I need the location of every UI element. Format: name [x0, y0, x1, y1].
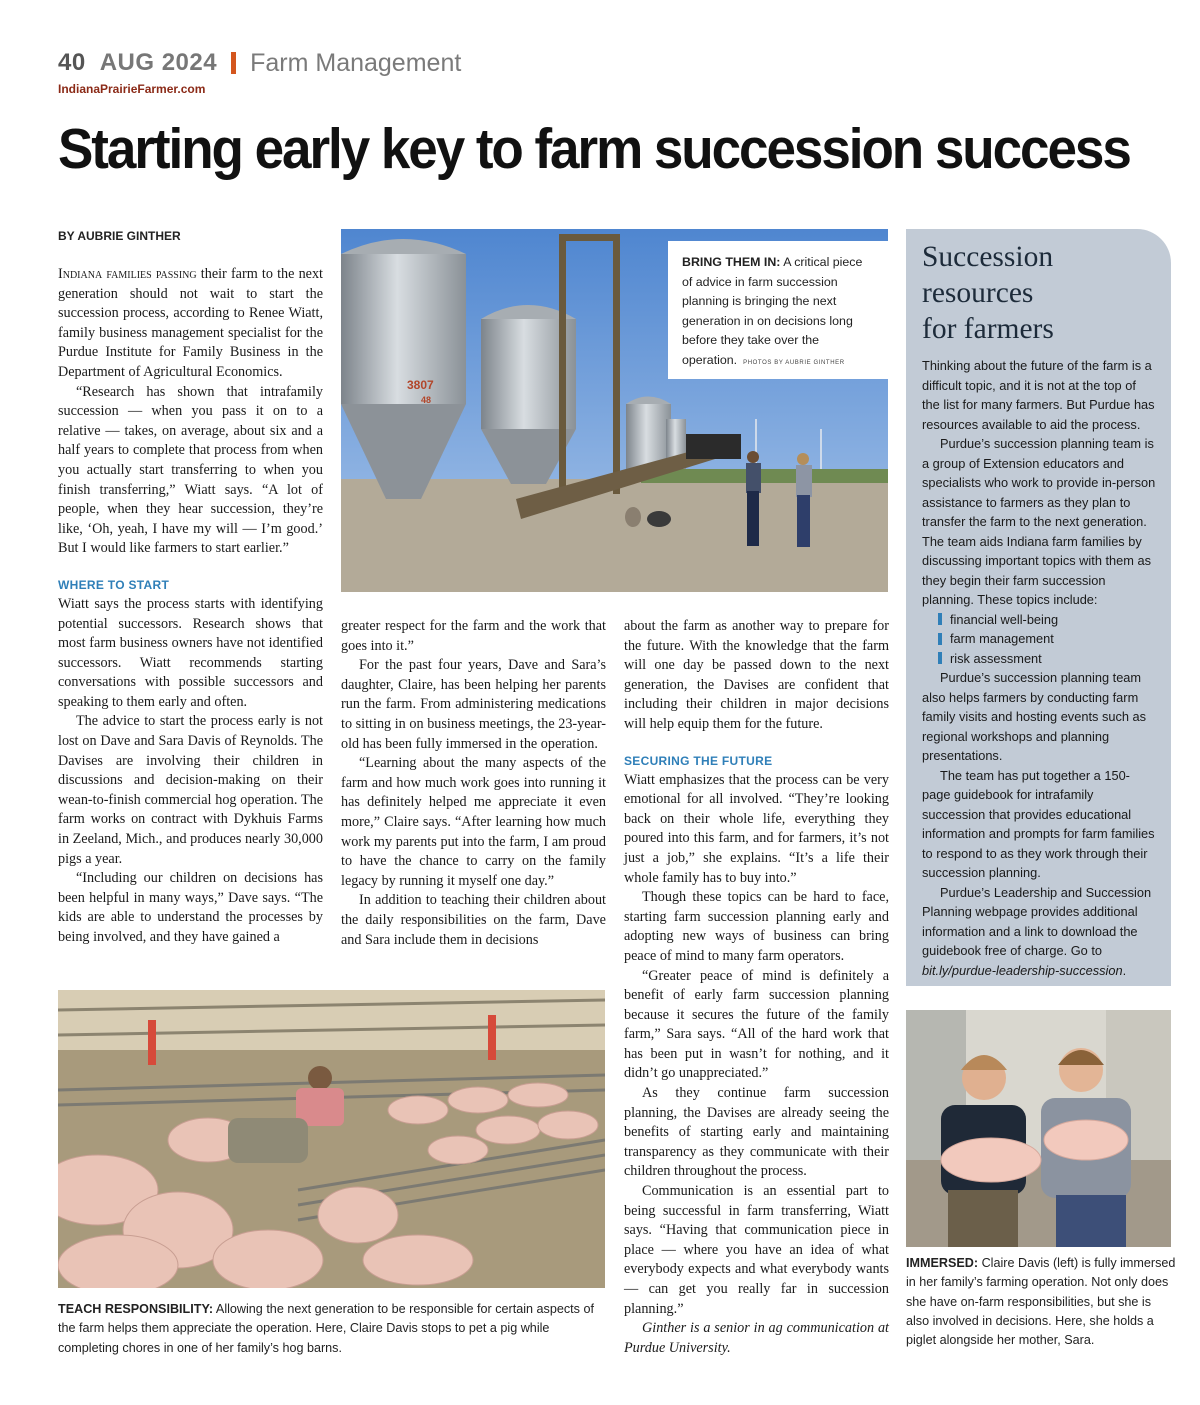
topic-item — [938, 649, 1156, 669]
section-name: Farm Management — [250, 48, 462, 77]
article-column-1 — [58, 265, 323, 948]
folio — [58, 46, 461, 80]
bin-label: 3807 — [407, 378, 434, 392]
hog-barn-image — [58, 990, 605, 1288]
paragraph-text: their farm to the next generation should not wait to start the succession process, according to Renee Wiatt, family business management specialist for the Purdue Institute for Family Business in the Department of Agricultural Economics. — [58, 266, 324, 380]
folio-divider — [231, 52, 236, 74]
photo-piglets — [906, 1010, 1171, 1247]
sidebar-title-line: for farmers — [922, 313, 1054, 345]
caption-text: Allowing the next generation to be responsible for certain aspects of the farm helps them appreciate the operation. Here, Claire Davis stops to pet a pig while completing chores in one of her family’s hog barns. — [58, 1302, 594, 1355]
article-paragraph: For the past four years, Dave and Sara’s daughter, Claire, has been helping her parents run the farm. From administering medications to sitting in on business meetings, the 23-year-old has been fully immersed in the operation. — [341, 657, 606, 752]
topics-list — [922, 610, 1156, 669]
article-column-2 — [341, 617, 606, 950]
subhead-securing-the-future: SECURING THE FUTURE — [624, 753, 773, 768]
article-paragraph: about the farm as another way to prepare for the future. With the knowledge that the farm will one day be passed down to the next generation, the Davises are confident that including their children in major decisions will help equip them for the future. — [624, 618, 889, 732]
article-paragraph: “Learning about the many aspects of the farm and how much work goes into running it has definitely helped me appreciate it even more,” Claire says. “After learning how much work my parents put into the farm, I am proud to have the chance to carry on the family legacy by running it myself one day.” — [341, 755, 606, 889]
sidebar-title-line: Succession — [922, 241, 1054, 273]
topic-item — [938, 610, 1156, 630]
article-paragraph: Communication is an essential part to being successful in farm transferring, Wiatt says. “Having that communication piece in place — where you have an idea of what everybody expects and what everybody wants — can get you really far in succession planning.” — [624, 1183, 889, 1317]
article-paragraph: “Including our children on decisions has been helpful in many ways,” Dave says. “The kids are able to understand the processes by being involved, and they have gained a — [58, 870, 323, 945]
topic-label: risk assessment — [950, 650, 1042, 666]
article-paragraph — [58, 265, 323, 383]
article-column-3 — [624, 617, 889, 1358]
piglets-image — [906, 1010, 1171, 1247]
caption-bring-them-in — [668, 241, 888, 379]
sidebar-paragraph: The team has put together a 150-page guidebook for intrafamily succession that provides educational information and prompts for farm families to respond to as they work through their succession planning. — [922, 767, 1155, 880]
caption-text: Claire Davis (left) is fully immersed in her family’s farming operation. Not only does she have on-farm responsibilities, but she is also involved in decisions. Here, she holds a piglet alongside her mother, Sara. — [906, 1256, 1176, 1348]
sidebar-paragraph: Purdue’s succession planning team also helps farmers by conducting farm family visits and hosting events such as regional workshops and planning presentations. — [922, 670, 1147, 763]
caption-label: IMMERSED: — [906, 1256, 979, 1270]
headline: Starting early key to farm succession success — [58, 117, 1130, 181]
bullet-icon — [938, 613, 942, 625]
caption-label: TEACH RESPONSIBILITY: — [58, 1302, 214, 1316]
article-paragraph: greater respect for the farm and the work that goes into it.” — [341, 618, 606, 654]
sidebar-paragraph: Thinking about the future of the farm is a difficult topic, and it is not at the top of the list for many farmers. But Purdue has resources available to aid the process. — [922, 358, 1155, 432]
lead-in: Indiana families passing — [58, 266, 197, 282]
sidebar-paragraph: Purdue’s succession planning team is a group of Extension educators and specialists who work to provide in-person assistance to farmers as they plan to transfer the farm to the next generation. The team aids Indiana farm families by discussing important topics with them as they begin their farm succession planning. These topics include: — [922, 436, 1156, 607]
article-paragraph: In addition to teaching their children about the daily responsibilities on the farm, Dave and Sara include them in decisions — [341, 892, 606, 948]
photo-hog-barn — [58, 990, 605, 1288]
article-paragraph: As they continue farm succession planning, the Davises are already seeing the benefits of starting early and maintaining transparency as they communicate with their children throughout the process. — [624, 1085, 889, 1180]
paragraph-text: . — [1122, 962, 1127, 978]
caption-teach-responsibility — [58, 1300, 608, 1358]
caption-immersed — [906, 1254, 1176, 1350]
sidebar-title-line: resources — [922, 277, 1034, 309]
article-paragraph: The advice to start the process early is not lost on Dave and Sara Davis of Reynolds. The Davises are involving their children in discussions and decision-making on their wean-to-finish commercial hog operation. The farm works on contract with Dykhuis Farms in Zeeland, Mich., and produces nearly 30,000 pigs a year. — [58, 713, 323, 867]
article-paragraph: Wiatt emphasizes that the process can be very emotional for all involved. “They’re looking back on their whole life, everything they poured into this farm, and for farmers, it’s not just a job,” she explains. “It’s a life their whole family has to buy into.” — [624, 771, 889, 886]
bullet-icon — [938, 652, 942, 664]
sidebar-paragraph — [922, 883, 1156, 981]
issue-date: AUG 2024 — [99, 49, 218, 76]
article-paragraph: “Research has shown that intrafamily succession — when you pass it on to a relative — takes, on average, about six and a half years to complete that process from when you actually start transferring to when you finish transferring,” Wiatt says. “A lot of people, when they hear succession, they’re like, ‘Oh, yeah, I have my will — I’m good.’ But I would like farmers to start earlier.” — [58, 383, 323, 557]
page-number: 40 — [58, 49, 86, 76]
article-paragraph: Wiatt says the process starts with identifying potential successors. Research shows that most farm business owners have not identified successors. Wiatt recommends starting conversations with possible successors and speaking to them early and often. — [58, 595, 323, 710]
site-url[interactable]: IndianaPrairieFarmer.com — [58, 82, 206, 96]
bullet-icon — [938, 633, 942, 645]
bin-number: 48 — [421, 395, 432, 405]
byline: BY AUBRIE GINTHER — [58, 229, 181, 243]
resource-link[interactable]: bit.ly/purdue-leadership-succession — [922, 962, 1123, 978]
sidebar-succession-resources — [906, 229, 1171, 986]
author-credit: Ginther is a senior in ag communication at Purdue University. — [624, 1320, 889, 1356]
caption-text: A critical piece of advice in farm succession planning is bringing the next generation in on decisions long before they take over the operation. — [682, 255, 863, 367]
article-paragraph: “Greater peace of mind is definitely a benefit of early farm succession planning because it secures the future of the family farm,” Sara says. “All of the hard work that has been put in wasn’t for nothing, and it didn’t go unappreciated.” — [624, 967, 889, 1082]
subhead-where-to-start: WHERE TO START — [58, 577, 170, 592]
caption-label: BRING THEM IN: — [682, 255, 781, 269]
topic-label: financial well-being — [950, 611, 1059, 627]
photo-credit: PHOTOS BY AUBRIE GINTHER — [743, 359, 845, 366]
topic-label: farm management — [950, 631, 1054, 646]
topic-item — [938, 629, 1156, 649]
article-paragraph: Though these topics can be hard to face, starting farm succession planning early and adopting new ways of business can bring peace of mind to many farm operators. — [624, 889, 889, 964]
paragraph-text: Purdue’s Leadership and Succession Planning webpage provides additional information and a link to download the guidebook free of charge. Go to — [922, 884, 1152, 958]
sidebar-title — [922, 239, 1156, 347]
